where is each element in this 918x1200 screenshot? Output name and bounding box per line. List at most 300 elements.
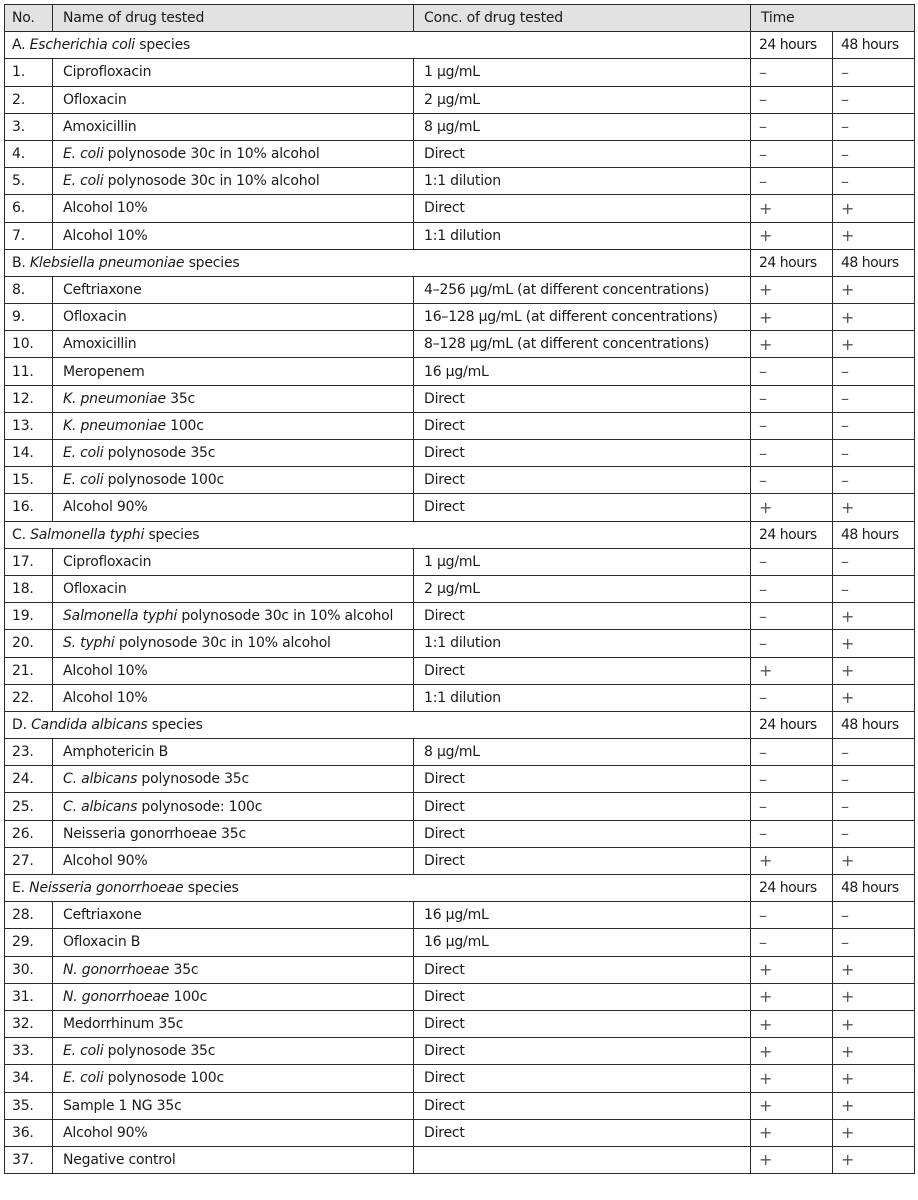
table-row [5,113,915,140]
table-row [5,304,915,331]
row-number: 1. [5,59,53,86]
drug-concentration: Direct [414,195,751,222]
result-48h: + [833,1146,915,1173]
time-label-48h: 48 hours [833,875,915,902]
drug-name-text: polynosode 100c [103,472,224,489]
drug-name-italic: Salmonella typhi [63,608,178,625]
result-48h: – [833,358,915,385]
section-title [5,32,751,59]
result-48h: – [833,793,915,820]
result-24h: – [751,440,833,467]
drug-name [53,684,414,711]
drug-name-text: polynosode 35c [137,771,250,788]
drug-name [53,385,414,412]
section-row [5,875,915,902]
table-row [5,385,915,412]
row-number: 3. [5,113,53,140]
drug-name-text: polynosode 30c in 10% alcohol [177,608,394,625]
drug-concentration: 8 µg/mL [414,113,751,140]
table-row [5,902,915,929]
time-label-24h: 24 hours [751,875,833,902]
drug-name-italic: S. typhi [63,635,115,652]
result-24h: – [751,412,833,439]
drug-concentration: 8–128 µg/mL (at different concentrations) [414,331,751,358]
drug-name [53,304,414,331]
drug-concentration: Direct [414,983,751,1010]
result-24h: + [751,1038,833,1065]
header-conc: Conc. of drug tested [414,5,751,32]
drug-name-text: Ofloxacin [63,581,127,598]
drug-concentration: 2 µg/mL [414,575,751,602]
table-row [5,358,915,385]
drug-name-text: Alcohol 10% [63,689,148,706]
drug-name [53,739,414,766]
section-letter: B. [12,254,26,271]
drug-name-text: 35c [169,961,199,978]
row-number: 7. [5,222,53,249]
drug-name-text: Alcohol 10% [63,227,148,244]
drug-name-text: Neisseria gonorrhoeae 35c [63,825,246,842]
drug-name [53,1119,414,1146]
result-48h: + [833,1119,915,1146]
drug-name [53,140,414,167]
table-row [5,59,915,86]
result-48h: + [833,657,915,684]
row-number: 32. [5,1010,53,1037]
drug-concentration: Direct [414,820,751,847]
row-number: 34. [5,1065,53,1092]
drug-name-text: Ofloxacin B [63,934,141,951]
result-24h: – [751,575,833,602]
section-title [5,521,751,548]
time-label-24h: 24 hours [751,249,833,276]
row-number: 2. [5,86,53,113]
drug-name-italic: N. gonorrhoeae [63,988,170,1005]
table-row [5,847,915,874]
section-suffix: species [187,880,239,897]
drug-concentration: 4–256 µg/mL (at different concentrations) [414,276,751,303]
table-row [5,956,915,983]
table-row [5,1119,915,1146]
drug-concentration: Direct [414,1119,751,1146]
drug-concentration: 1:1 dilution [414,168,751,195]
result-24h: + [751,983,833,1010]
result-24h: – [751,766,833,793]
result-48h: – [833,86,915,113]
result-24h: – [751,385,833,412]
drug-name [53,412,414,439]
drug-test-table [4,4,915,1174]
result-48h: + [833,1038,915,1065]
row-number: 10. [5,331,53,358]
section-species: Salmonella typhi [30,526,145,543]
result-48h: + [833,603,915,630]
drug-name-text: Amoxicillin [63,118,137,135]
row-number: 25. [5,793,53,820]
drug-name-text: Ofloxacin [63,91,127,108]
table-row [5,412,915,439]
row-number: 5. [5,168,53,195]
drug-name-text: 100c [169,988,208,1005]
drug-name [53,331,414,358]
result-24h: – [751,467,833,494]
drug-name [53,902,414,929]
result-24h: – [751,603,833,630]
drug-name-text: 100c [165,417,204,434]
result-48h: – [833,385,915,412]
drug-name [53,575,414,602]
drug-concentration: Direct [414,385,751,412]
section-title [5,711,751,738]
drug-name [53,168,414,195]
result-48h: – [833,467,915,494]
table-row [5,222,915,249]
section-letter: A. [12,37,26,54]
section-title [5,875,751,902]
result-24h: – [751,684,833,711]
result-24h: + [751,956,833,983]
result-24h: – [751,820,833,847]
drug-name [53,1146,414,1173]
time-label-24h: 24 hours [751,32,833,59]
drug-concentration: 1:1 dilution [414,630,751,657]
section-suffix: species [148,526,200,543]
result-48h: – [833,766,915,793]
drug-concentration: Direct [414,1065,751,1092]
result-48h: + [833,684,915,711]
drug-name-text: Meropenem [63,363,145,380]
drug-name [53,222,414,249]
drug-name-italic: E. coli [63,173,104,190]
drug-concentration: Direct [414,657,751,684]
row-number: 37. [5,1146,53,1173]
drug-name-text: polynosode 30c in 10% alcohol [114,635,331,652]
drug-name-text: polynosode: 100c [137,798,263,815]
section-species: Escherichia coli [29,37,135,54]
result-24h: – [751,86,833,113]
table-header [5,5,915,32]
drug-concentration: 1:1 dilution [414,684,751,711]
drug-concentration: Direct [414,956,751,983]
drug-name [53,983,414,1010]
row-number: 27. [5,847,53,874]
table-row [5,195,915,222]
row-number: 9. [5,304,53,331]
drug-name [53,603,414,630]
drug-name [53,467,414,494]
row-number: 21. [5,657,53,684]
table-row [5,684,915,711]
drug-name-text: Ciprofloxacin [63,553,152,570]
drug-name-text: polynosode 35c [103,1043,216,1060]
drug-concentration: 1:1 dilution [414,222,751,249]
result-48h: – [833,739,915,766]
drug-name [53,86,414,113]
section-row [5,521,915,548]
result-48h: – [833,168,915,195]
drug-concentration: Direct [414,766,751,793]
drug-name-italic: E. coli [63,1070,104,1087]
table-row [5,1010,915,1037]
result-24h: – [751,630,833,657]
row-number: 8. [5,276,53,303]
drug-name-text: Sample 1 NG 35c [63,1097,182,1114]
row-number: 24. [5,766,53,793]
result-24h: – [751,168,833,195]
drug-name-italic: K. pneumoniae [63,390,166,407]
row-number: 20. [5,630,53,657]
table-row [5,140,915,167]
result-48h: – [833,575,915,602]
result-48h: – [833,929,915,956]
drug-concentration: Direct [414,412,751,439]
drug-concentration: Direct [414,1092,751,1119]
row-number: 12. [5,385,53,412]
result-24h: + [751,1092,833,1119]
result-48h: – [833,59,915,86]
result-24h: + [751,1010,833,1037]
drug-name-italic: E. coli [63,445,104,462]
section-row [5,249,915,276]
table-row [5,603,915,630]
result-24h: – [751,548,833,575]
drug-name-text: Ceftriaxone [63,281,142,298]
result-24h: + [751,1119,833,1146]
drug-concentration: Direct [414,494,751,521]
result-48h: + [833,331,915,358]
drug-name-text: polynosode 35c [103,445,216,462]
row-number: 30. [5,956,53,983]
drug-name [53,113,414,140]
time-label-48h: 48 hours [833,711,915,738]
result-24h: – [751,902,833,929]
result-24h: + [751,494,833,521]
drug-name [53,440,414,467]
result-48h: – [833,113,915,140]
time-label-24h: 24 hours [751,521,833,548]
drug-name-text: Amoxicillin [63,336,137,353]
result-24h: – [751,793,833,820]
drug-concentration [414,1146,751,1173]
result-48h: + [833,847,915,874]
drug-concentration: Direct [414,1038,751,1065]
drug-name [53,548,414,575]
time-label-24h: 24 hours [751,711,833,738]
table-row [5,766,915,793]
result-24h: – [751,929,833,956]
result-48h: + [833,1065,915,1092]
result-24h: + [751,1146,833,1173]
table-row [5,820,915,847]
result-24h: + [751,657,833,684]
time-label-48h: 48 hours [833,32,915,59]
drug-name [53,956,414,983]
result-48h: – [833,902,915,929]
drug-name-text: Medorrhinum 35c [63,1016,184,1033]
result-24h: + [751,195,833,222]
row-number: 31. [5,983,53,1010]
table-row [5,793,915,820]
table-row [5,548,915,575]
section-species: Klebsiella pneumoniae [29,254,185,271]
drug-name-italic: N. gonorrhoeae [63,961,170,978]
drug-name [53,1038,414,1065]
result-48h: – [833,820,915,847]
row-number: 4. [5,140,53,167]
table-row [5,276,915,303]
drug-concentration: 16–128 µg/mL (at different concentrations) [414,304,751,331]
result-48h: + [833,983,915,1010]
table-row [5,1038,915,1065]
table-row [5,575,915,602]
table-row [5,1092,915,1119]
header-time: Time [751,5,915,32]
row-number: 11. [5,358,53,385]
table-body [5,32,915,1174]
row-number: 26. [5,820,53,847]
header-no: No. [5,5,53,32]
drug-concentration: Direct [414,603,751,630]
row-number: 15. [5,467,53,494]
drug-concentration: 1 µg/mL [414,59,751,86]
table-row [5,1146,915,1173]
drug-name-italic: E. coli [63,472,104,489]
result-24h: – [751,113,833,140]
drug-concentration: 16 µg/mL [414,358,751,385]
drug-concentration: 2 µg/mL [414,86,751,113]
section-row [5,32,915,59]
row-number: 35. [5,1092,53,1119]
section-suffix: species [188,254,240,271]
result-48h: – [833,548,915,575]
drug-name [53,657,414,684]
drug-name [53,630,414,657]
drug-name-text: Ciprofloxacin [63,64,152,81]
section-species: Neisseria gonorrhoeae [29,880,184,897]
drug-name-text: Ofloxacin [63,309,127,326]
section-suffix: species [151,716,203,733]
drug-name-text: Negative control [63,1151,176,1168]
drug-name [53,929,414,956]
drug-concentration: 16 µg/mL [414,929,751,956]
result-48h: + [833,304,915,331]
drug-name-text: Alcohol 90% [63,852,148,869]
drug-name [53,820,414,847]
drug-name-text: Alcohol 90% [63,1124,148,1141]
header-name: Name of drug tested [53,5,414,32]
table-row [5,983,915,1010]
drug-name-text: 35c [165,390,196,407]
drug-name-text: polynosode 30c in 10% alcohol [103,173,320,190]
table-row [5,929,915,956]
section-letter: C. [12,526,26,543]
row-number: 16. [5,494,53,521]
drug-concentration: 8 µg/mL [414,739,751,766]
result-24h: – [751,358,833,385]
drug-name-italic: C. albicans [63,771,138,788]
result-24h: – [751,739,833,766]
section-species: Candida albicans [31,716,148,733]
drug-name [53,1065,414,1092]
section-suffix: species [139,37,191,54]
section-row [5,711,915,738]
table-row [5,1065,915,1092]
drug-name-italic: C. albicans [63,798,138,815]
time-label-48h: 48 hours [833,521,915,548]
table-row [5,494,915,521]
drug-concentration: Direct [414,140,751,167]
drug-concentration: 16 µg/mL [414,902,751,929]
result-48h: + [833,494,915,521]
time-label-48h: 48 hours [833,249,915,276]
result-24h: + [751,1065,833,1092]
drug-concentration: Direct [414,847,751,874]
table-row [5,657,915,684]
drug-name-text: Alcohol 10% [63,662,148,679]
result-24h: + [751,276,833,303]
drug-name [53,276,414,303]
row-number: 18. [5,575,53,602]
drug-name-italic: E. coli [63,1043,104,1060]
row-number: 23. [5,739,53,766]
section-letter: E. [12,880,25,897]
drug-name [53,1092,414,1119]
result-24h: + [751,222,833,249]
result-48h: + [833,1092,915,1119]
drug-concentration: Direct [414,467,751,494]
result-24h: + [751,847,833,874]
drug-concentration: Direct [414,1010,751,1037]
drug-concentration: Direct [414,440,751,467]
drug-name [53,494,414,521]
drug-name [53,847,414,874]
drug-name [53,1010,414,1037]
drug-name-text: polynosode 100c [103,1070,224,1087]
result-24h: + [751,304,833,331]
table-row [5,739,915,766]
result-48h: + [833,1010,915,1037]
row-number: 29. [5,929,53,956]
drug-name-text: Alcohol 10% [63,200,148,217]
row-number: 19. [5,603,53,630]
result-48h: – [833,440,915,467]
drug-name [53,195,414,222]
drug-name-text: Alcohol 90% [63,499,148,516]
table-row [5,86,915,113]
row-number: 36. [5,1119,53,1146]
result-48h: + [833,276,915,303]
header-row [5,5,915,32]
section-title [5,249,751,276]
row-number: 6. [5,195,53,222]
drug-name-text: Amphotericin B [63,744,169,761]
drug-name [53,358,414,385]
result-48h: + [833,195,915,222]
result-24h: – [751,140,833,167]
table-row [5,168,915,195]
drug-name [53,793,414,820]
drug-test-table-container [4,4,914,1174]
row-number: 13. [5,412,53,439]
result-48h: + [833,222,915,249]
table-row [5,467,915,494]
table-row [5,331,915,358]
result-48h: + [833,956,915,983]
result-48h: + [833,630,915,657]
result-48h: – [833,412,915,439]
table-row [5,630,915,657]
drug-name-italic: K. pneumoniae [63,417,166,434]
